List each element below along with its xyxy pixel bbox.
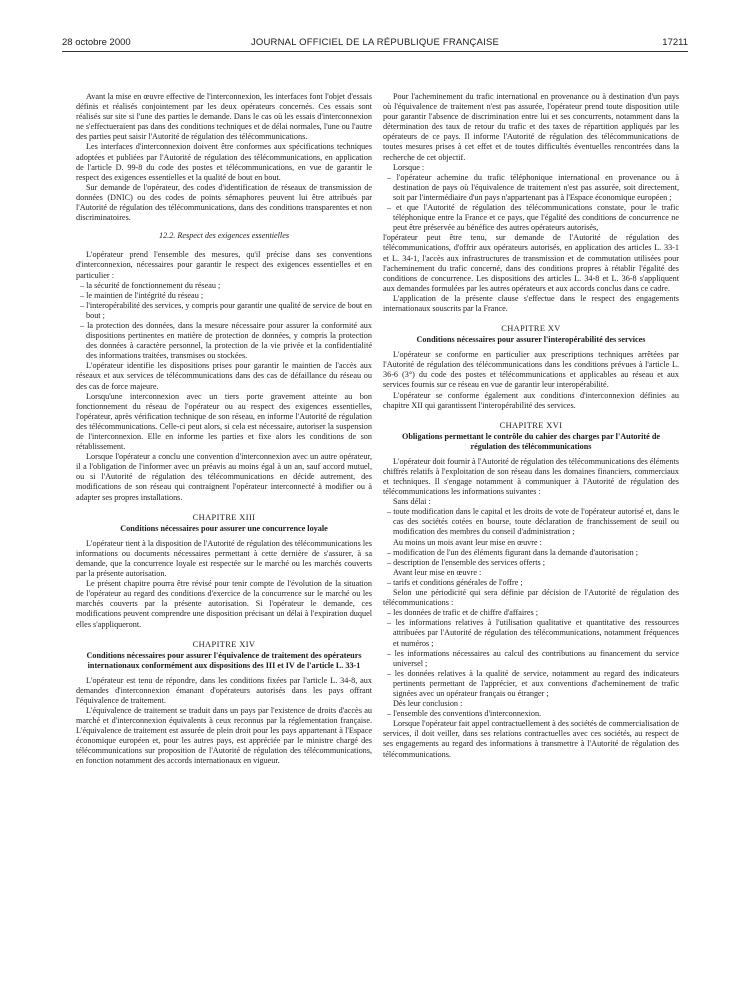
list-item: – les données relatives à la qualité de service, notamment au regard des indicateurs pertinents permettant de l'apprécier, et aux conventions d'acheminement de trafic signées avec un opérateur français ou étranger ;	[387, 668, 679, 698]
chapter-heading: CHAPITRE XVI	[499, 420, 563, 430]
list-item: – l'opérateur achemine du trafic téléphonique international en provenance ou à destination de pays où l'équivalence de traitement n'est pas assurée, soit directement, soit par l'intermédiaire d'un pays n'appartenant pas à l'Espace économique européen ;	[387, 172, 679, 202]
chapter-heading: CHAPITRE XIII	[192, 512, 256, 522]
list-item: – les informations nécessaires au calcul des contributions au financement du service universel ;	[387, 648, 679, 668]
list-item: – les données de trafic et de chiffre d'affaires ;	[387, 608, 538, 618]
header-date: 28 octobre 2000	[62, 37, 131, 48]
list-item: – la sécurité de fonctionnement du réseau ;	[80, 280, 221, 290]
paragraph: Pour l'acheminement du trafic international en provenance ou à destination d'un pays où l'équivalence de traitement n'est pas assurée, l'opérateur prend toute disposition utile pour garantir l'absence de discrimination entre lui et ses concurrents, notamment dans la détermination des taux de retour du trafic et des taxes de répartition appliqués par les opérateurs de ce pays. Il informe l'Autorité de régulation des télécommunications de toutes mesures prises à cet effet et de toutes difficultés éventuelles rencontrées dans la recherche de cet objectif.	[383, 92, 679, 162]
paragraph: L'opérateur prend l'ensemble des mesures, qu'il précise dans ses conventions d'interconnexion, nécessaires pour garantir le respect des exigences essentielles et en particulier :	[76, 250, 372, 280]
chapter-title: Conditions nécessaires pour assurer l'interopérabilité des services	[416, 335, 646, 345]
paragraph: Lorsque l'opérateur fait appel contractuellement à des sociétés de commercialisation de services, il doit veiller, dans ses relations contractuelles avec ces sociétés, au respect de ses engagements au regard des informations à transmettre à l'Autorité de régulation des télécommunications.	[383, 719, 679, 759]
paragraph: L'application de la présente clause s'effectue dans le respect des engagements internationaux souscrits par la France.	[383, 293, 679, 313]
paragraph: L'opérateur se conforme également aux conditions d'interconnexion définies au chapitre XII qui garantissent l'interopérabilité des services.	[383, 390, 679, 410]
list-item: – l'interopérabilité des services, y compris pour garantir une qualité de service de bout en bout ;	[80, 300, 372, 320]
section-title: 12.2. Respect des exigences essentielles	[158, 231, 290, 241]
paragraph: Dès leur conclusion :	[393, 699, 463, 709]
paragraph: L'opérateur est tenu de répondre, dans les conditions fixées par l'article L. 34-8, aux demandes d'interconnexion émanant d'opérateurs autorisés dans les pays offrant l'équivalence de traitement.	[76, 675, 372, 705]
left-column	[76, 92, 372, 767]
right-column	[383, 92, 679, 760]
chapter-title: Conditions nécessaires pour assurer l'équivalence de traitement des opérateurs internationaux conformément aux dispositions des III et IV de l'article L. 33-1	[86, 650, 362, 670]
list-item: – les informations relatives à l'utilisation qualitative et quantitative des ressources attribuées par l'Autorité de régulation des télécommunications, notamment fréquences et numéros ;	[387, 618, 679, 648]
paragraph: Au moins un mois avant leur mise en œuvre :	[393, 537, 542, 547]
paragraph: Selon une périodicité qui sera définie par décision de l'Autorité de régulation des télécommunications :	[383, 588, 679, 608]
chapter-title: Obligations permettant le contrôle du cahier des charges par l'Autorité de régulation des télécommunications	[401, 431, 661, 451]
paragraph: Sans délai :	[393, 497, 431, 507]
header-rule	[62, 51, 688, 52]
paragraph: l'opérateur peut être tenu, sur demande de l'Autorité de régulation des télécommunications, d'offrir aux opérateurs autorisés, en application des articles L. 33-1 et L. 34-1, l'accès aux infrastructures de transmission et de commutation utilisées pour l'acheminement du trafic concerné, dans des conditions propres à rétablir l'égalité des conditions de concurrence. Les dispositions des articles L. 34-8 et L. 36-8 s'appliquent aux demandes formulées par les autres opérateurs et aux accords conclus dans ce cadre.	[383, 233, 679, 293]
paragraph: Lorsqu'une interconnexion avec un tiers porte gravement atteinte au bon fonctionnement du réseau de l'opérateur ou au respect des exigences essentielles, l'opérateur, après vérification technique de son réseau, en informe l'Autorité de régulation des télécommunications. Celle-ci peut alors, si cela est nécessaire, autoriser la suspension de l'interconnexion. Elle en informe les parties et fixe alors les conditions de son rétablissement.	[76, 391, 372, 452]
paragraph: Lorsque l'opérateur a conclu une convention d'interconnexion avec un autre opérateur, il a l'obligation de l'informer avec un préavis au moins égal à un an, sauf accord mutuel, ou si l'Autorité de régulation des télécommunications en décide autrement, des modifications de son réseau qui contraignent l'opérateur interconnecté à modifier ou à adapter ses propres installations.	[76, 452, 372, 502]
paragraph: L'opérateur identifie les dispositions prises pour garantir le maintien de l'accès aux réseaux et aux services de télécommunications dans des cas de défaillance du réseau ou des cas de force majeure.	[76, 361, 372, 391]
paragraph: Les interfaces d'interconnexion doivent être conformes aux spécifications techniques adoptées et publiées par l'Autorité de régulation des télécommunications, en application de l'article D. 99-8 du code des postes et télécommunications, en vue de garantir le respect des exigences essentielles et la qualité de bout en bout.	[76, 142, 372, 182]
list-item: – le maintien de l'intégrité du réseau ;	[80, 290, 204, 300]
list-item: – toute modification dans le capital et les droits de vote de l'opérateur autorisé et, dans le cas des sociétés cotées en bourse, toute déclaration de franchissement de seuil ou modification des membres du conseil d'administration ;	[387, 507, 679, 537]
list-item: – description de l'ensemble des services offerts ;	[387, 557, 545, 567]
paragraph: Lorsque :	[393, 162, 425, 172]
list-item: – tarifs et conditions générales de l'offre ;	[387, 577, 523, 587]
chapter-heading: CHAPITRE XV	[501, 324, 561, 334]
paragraph: L'opérateur se conforme en particulier aux prescriptions techniques arrêtées par l'Autorité de régulation des télécommunications dans les conditions prévues à l'article L. 36-6 (3°) du code des postes et télécommunications et applicables au réseau et aux services fournis sur ce réseau en vue de garantir leur interopérabilité.	[383, 350, 679, 390]
list-item: – la protection des données, dans la mesure nécessaire pour assurer la conformité aux dispositions pertinentes en matière de protection de données, y compris la protection des données à caractère personnel, la protection de la vie privée et la confidentialité des informations traitées, transmises ou stockées.	[80, 320, 372, 361]
paragraph: Le présent chapitre pourra être révisé pour tenir compte de l'évolution de la situation de l'opérateur au regard des conditions d'exercice de la concurrence sur le marché ou les marchés couverts par la présente autorisation. Si l'opérateur le demande, ces modifications peuvent comprendre une disposition précisant un délai à l'expiration duquel elles s'appliqueront.	[76, 579, 372, 629]
header-journal-title: JOURNAL OFFICIEL DE LA RÉPUBLIQUE FRANÇAISE	[250, 37, 500, 48]
paragraph: Avant la mise en œuvre effective de l'interconnexion, les interfaces font l'objet d'essais définis et réalisés conjointement par les deux opérateurs concernés. Ces essais sont réalisés sur site si l'une des parties le demande. Dans le cas où les essais d'interconnexion ne s'effectueraient pas dans des conditions techniques et de délai normales, l'une ou l'autre des parties peut saisir l'Autorité de régulation des télécommunications.	[76, 92, 372, 142]
chapter-title: Conditions nécessaires pour assurer une concurrence loyale	[120, 523, 328, 533]
list-item: – modification de l'un des éléments figurant dans la demande d'autorisation ;	[387, 547, 639, 557]
paragraph: L'opérateur doit fournir à l'Autorité de régulation des télécommunications des éléments chiffrés relatifs à l'exploitation de son réseau dans les domaines financiers, commerciaux et techniques. Il s'engage notamment à communiquer à l'Autorité de régulation des télécommunications les informations suivantes :	[383, 456, 679, 497]
header-page-number: 17211	[662, 37, 688, 48]
paragraph: L'équivalence de traitement se traduit dans un pays par l'existence de droits d'accès au marché et d'interconnexion équivalents à ceux reconnus par la réglementation française. L'équivalence de traitement est assurée de plein droit pour les pays appartenant à l'Espace économique européen et, pour les autres pays, est appréciée par le ministre chargé des télécommunications sur proposition de l'Autorité de régulation des télécommunications, en fonction notamment des accords internationaux en vigueur.	[76, 705, 372, 766]
list-item: – l'ensemble des conventions d'interconnexion.	[387, 709, 542, 719]
chapter-heading: CHAPITRE XIV	[192, 639, 256, 649]
list-item: – et que l'Autorité de régulation des télécommunications constate, pour le trafic téléphonique entre la France et ce pays, que l'égalité des conditions de concurrence ne peut être préservée au bénéfice des autres opérateurs autorisés,	[387, 203, 679, 233]
paragraph: Avant leur mise en œuvre :	[393, 567, 482, 577]
paragraph: Sur demande de l'opérateur, des codes d'identification de réseaux de transmission de données (DNIC) ou des codes de points sémaphores peuvent lui être attribués par l'Autorité de régulation des télécommunications, dans des conditions transparentes et non discriminatoires.	[76, 182, 372, 223]
paragraph: L'opérateur tient à la disposition de l'Autorité de régulation des télécommunications les informations ou documents nécessaires permettant à cette dernière de s'assurer, à sa demande, que la concurrence loyale est respectée sur le marché ou les marchés couverts par la présente autorisation.	[76, 538, 372, 579]
